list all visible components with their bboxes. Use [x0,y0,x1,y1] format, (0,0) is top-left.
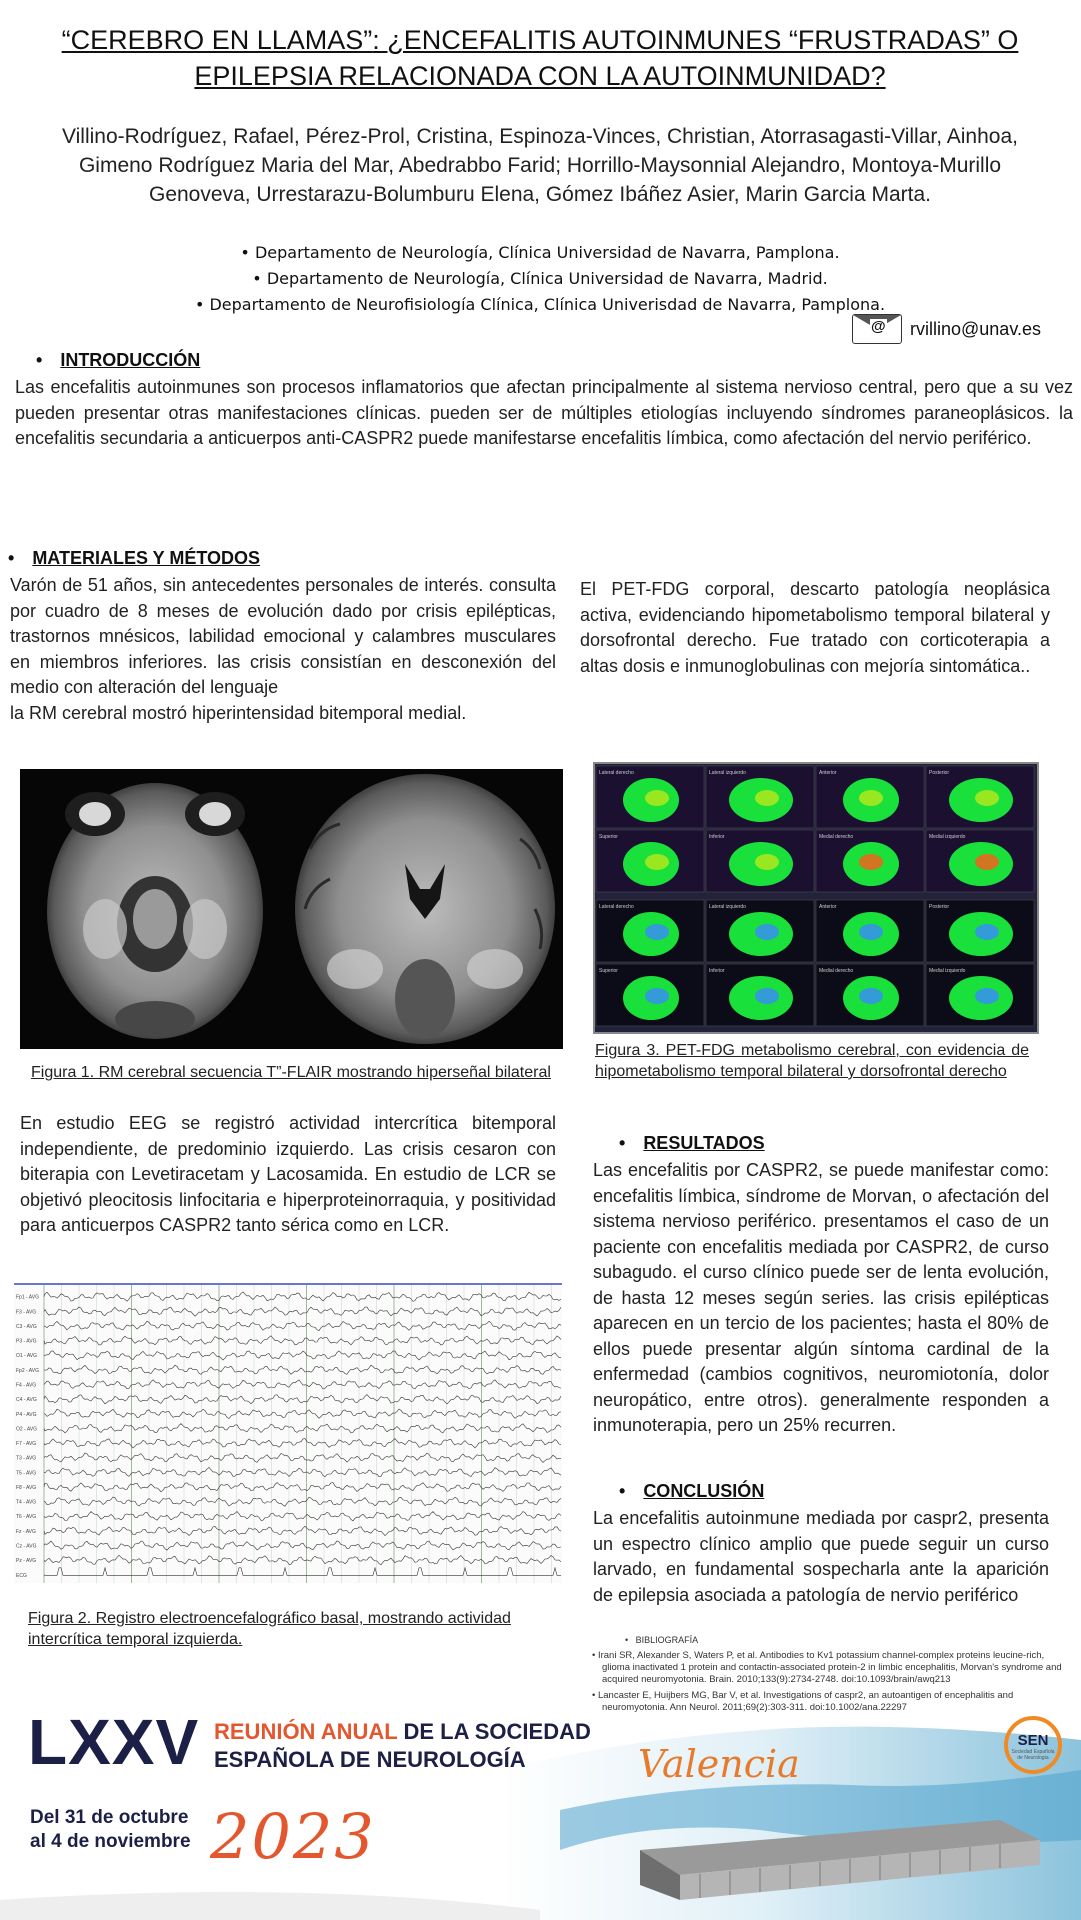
conclusion-heading: • CONCLUSIÓN [619,1481,764,1502]
sen-logo [1004,1716,1062,1774]
eeg-channel-trace [44,1321,561,1330]
reference-2: • Lancaster E, Huijbers MG, Bar V, et al. Investigations of caspr2, an autoantigen of encephalitis and neuromyotonia. Ann Neurol. 2011;69(2):303-311. doi:10.1002/ana.22297 [592,1690,1062,1714]
pet-uptake-region [645,988,669,1004]
results-heading: • RESULTADOS [619,1133,765,1154]
pet-uptake-region [975,854,999,870]
pet-panel-label: Inferior [709,968,725,974]
pet-text: El PET-FDG corporal, descarto patología neoplásica activa, evidenciando hipometabolismo temporal bilateral y dorsofrontal derecho. Fue tratado con corticoterapia a altas dosis e inmunoglobulinas con mejoría sintomática.. [580,579,1050,676]
pet-panel-label: Superior [599,834,618,840]
pet-uptake-region [859,790,883,806]
eeg-channel-trace [44,1555,561,1564]
pet-uptake-region [755,854,779,870]
pet-panel-label: Medial izquierdo [929,834,966,840]
affiliation-1: • Departamento de Neurología, Clínica Universidad de Navarra, Pamplona. [60,240,1020,266]
eeg-channel-label: O2 - AVG [16,1426,38,1433]
pet-figure [593,762,1039,1034]
eeg-channel-label: Pz - AVG [16,1558,37,1565]
mri-image [20,769,563,1049]
eeg-channel-label: F7 - AVG [16,1441,37,1448]
affiliation-3: • Departamento de Neurofisiología Clínica, Clínica Univerisdad de Navarra, Pamplona. [60,292,1020,318]
conclusion-text: La encefalitis autoinmune mediada por caspr2, presenta un espectro clínico amplio que puede seguir un curso larvado, en fundamental sospecharla ante la aparición de epilepsia asociada a patología de nervio periférico [593,1508,1049,1605]
eeg-channel-trace [44,1409,561,1419]
eeg-channel-trace [44,1351,561,1360]
eeg-channel-trace [44,1526,561,1535]
eeg-channel-label: F3 - AVG [16,1309,37,1316]
eeg-channel-label: ECG [16,1572,27,1579]
pet-uptake-region [645,924,669,940]
eeg-channel-label: T5 - AVG [16,1470,37,1477]
affiliation-2: • Departamento de Neurología, Clínica Universidad de Navarra, Madrid. [60,266,1020,292]
intro-text: Las encefalitis autoinmunes son procesos inflamatorios que afectan principalmente al sistema nervioso central, pero que a su vez pueden presentar otras manifestaciones clínicas. pueden ser de múltiples etiologías incluyendo síndromes paraneoplásicos. la encefalitis secundaria a anticuerpos anti-CASPR2 puede manifestarse encefalitis límbica, como afectación del nervio periférico. [15,377,1073,448]
congress-number: LXXV [28,1706,200,1778]
title-part2: : ¿ENCEFALITIS AUTOINMUNES “FRUSTRADAS” O EPILEPSIA RELACIONADA CON LA AUTOINMUNIDAD? [194,25,1019,91]
eeg-channel-trace [44,1395,561,1404]
pet-panel-label: Anterior [819,770,837,776]
pet-uptake-region [859,988,883,1004]
eeg-channel-label: C3 - AVG [16,1323,37,1330]
eeg-channel-label: O1 - AVG [16,1353,38,1360]
pet-panel-label: Inferior [709,834,725,840]
pet-panel-label: Lateral derecho [599,904,634,910]
congress-dates-line2: al 4 de noviembre [30,1831,191,1852]
eeg-channel-trace [44,1439,561,1448]
eeg-trace [14,1285,562,1583]
pet-panel-label: Superior [599,968,618,974]
pet-panel-label: Lateral izquierdo [709,770,746,776]
pet-uptake-region [859,854,883,870]
pet-panel-label: Lateral izquierdo [709,904,746,910]
pet-uptake-region [645,854,669,870]
pet-panel-label: Medial derecho [819,834,854,840]
eeg-channel-trace [44,1365,561,1374]
pet-uptake-region [755,790,779,806]
eeg-channel-label: T4 - AVG [16,1499,37,1506]
eeg-figure [14,1283,562,1583]
congress-year: 2023 [210,1800,376,1873]
title-part1: “CEREBRO EN LLAMAS” [61,25,373,55]
eeg-channel-trace [44,1307,561,1316]
figure2-caption: Figura 2. Registro electroencefalográfico basal, mostrando actividad intercrítica temporal izquierda. [28,1610,511,1648]
congress-name-line2: ESPAÑOLA DE NEUROLOGÍA [214,1747,526,1772]
figure1-caption: Figura 1. RM cerebral secuencia T”-FLAIR mostrando hiperseñal bilateral [31,1064,551,1081]
eeg-channel-label: F4 - AVG [16,1382,37,1389]
poster-title [40,22,1040,94]
eeg-channel-label: Cz - AVG [16,1543,37,1550]
eeg-channel-trace [44,1453,561,1462]
eeg-channel-label: C4 - AVG [16,1397,37,1404]
congress-dates-line1: Del 31 de octubre [30,1807,189,1828]
eeg-channel-label: T3 - AVG [16,1455,37,1462]
pet-uptake-region [755,924,779,940]
pet-panel-label: Lateral derecho [599,770,634,776]
results-text: Las encefalitis por CASPR2, se puede manifestar como: encefalitis límbica, síndrome de Morvan, o afectación del sistema nervioso periférico. presentamos el caso de un paciente con encefalitis mediada por CASPR2, de curso subagudo. el curso clínico puede ser de lenta evolución, de hasta 12 meses según series. las crisis epilépticas aparecen en un tercio de los pacientes; hasta el 80% de ellos puede presentar algún síntoma cardinal de la enfermedad (cambios cognitivos, neuromiotonía, dolor neuropático, entre otros). generalmente responden a inmunoterapia, pero un 25% recurren. [593,1160,1049,1435]
mri-figure [20,769,563,1049]
pet-uptake-region [859,924,883,940]
congress-name-line1b: DE LA SOCIEDAD [397,1719,591,1744]
eeg-channel-trace [44,1483,561,1492]
congress-name-line1a: REUNIÓN ANUAL [214,1719,398,1744]
email-text: rvillino@unav.es [910,318,1041,339]
eeg-channel-trace [44,1568,561,1576]
sen-logo-subtitle: Sociedad Española de Neurología [1011,1749,1055,1761]
eeg-channel-label: F8 - AVG [16,1484,37,1491]
methods-text [10,573,556,726]
eeg-channel-label: P4 - AVG [16,1411,37,1418]
figure3-caption: Figura 3. PET-FDG metabolismo cerebral, con evidencia de hipometabolismo temporal bilateral y dorsofrontal derecho [595,1042,1029,1080]
pet-uptake-region [645,790,669,806]
pet-panel-label: Posterior [929,904,950,910]
pet-panel-label: Anterior [819,904,837,910]
congress-city: Valencia [638,1742,800,1786]
pet-uptake-region [755,988,779,1004]
congress-dates [30,1806,191,1854]
pet-panel-label: Posterior [929,770,950,776]
envelope-icon: @ [852,314,902,344]
methods-text-2: la RM cerebral mostró hiperintensidad bitemporal medial. [10,702,467,723]
contact-email[interactable] [852,314,1041,344]
methods-heading: • MATERIALES Y MÉTODOS [8,548,260,569]
eeg-channel-label: Fp2 - AVG [16,1367,39,1374]
pet-image [595,764,1037,1032]
pet-panel-label: Medial izquierdo [929,968,966,974]
eeg-channel-trace [44,1336,561,1345]
pet-uptake-region [975,988,999,1004]
pet-panel-label: Medial derecho [819,968,854,974]
eeg-channel-label: P3 - AVG [16,1338,37,1345]
intro-heading: • INTRODUCCIÓN [36,350,200,371]
pet-uptake-region [975,790,999,806]
eeg-channel-label: Fz - AVG [16,1528,36,1535]
eeg-channel-label: T6 - AVG [16,1514,37,1521]
sen-logo-text: SEN [1017,1732,1049,1749]
bibliography-title: • BIBLIOGRAFÍA [625,1635,699,1645]
reference-1: • Irani SR, Alexander S, Waters P, et al. Antibodies to Kv1 potassium channel-complex proteins leucine-rich, glioma inactivated 1 protein and contactin-associated protein-2 in limbic encephalitis, Morvan's syndrome and acquired neuromyotonia. Brain. 2010;133(9):2734-2748. doi:10.1093/brain/awq213 [592,1650,1062,1686]
eeg-channel-trace [44,1424,561,1433]
eeg-channel-trace [44,1380,561,1389]
eeg-channel-trace [44,1497,561,1506]
methods-text-1: Varón de 51 años, sin antecedentes personales de interés. consulta por cuadro de 8 meses de evolución dado por crisis epilépticas, trastornos mnésicos, labilidad emocional y calambres musculares en miembros inferiores. las crisis consistían en desconexión del medio con alteración del lenguaje [10,575,556,697]
author-list: Villino-Rodríguez, Rafael, Pérez-Prol, Cristina, Espinoza-Vinces, Christian, Atorrasagasti-Villar, Ainhoa, Gimeno Rodríguez Maria del Mar, Abedrabbo Farid; Horrillo-Maysonnial Alejandro, Montoya-Murillo Genoveva, Urrestarazu-Bolumburu Elena, Gómez Ibáñez Asier, Marin Garcia Marta. [62,125,1018,206]
eeg-channel-trace [44,1512,561,1521]
pet-uptake-region [975,924,999,940]
eeg-text: En estudio EEG se registró actividad intercrítica bitemporal independiente, de predominio izquierdo. Las crisis cesaron con biterapia con Levetiracetam y Lacosamida. En estudio de LCR se objetivó pleocitosis linfocitaria e hiperproteinorraquia, y positividad para anticuerpos CASPR2 tanto sérica como en LCR. [20,1113,556,1235]
affiliations [60,240,1020,318]
eeg-channel-trace [44,1292,561,1302]
eeg-channel-label: Fp1 - AVG [16,1294,39,1301]
eeg-channel-trace [44,1541,561,1550]
congress-name [214,1718,591,1774]
eeg-channel-trace [44,1467,561,1476]
